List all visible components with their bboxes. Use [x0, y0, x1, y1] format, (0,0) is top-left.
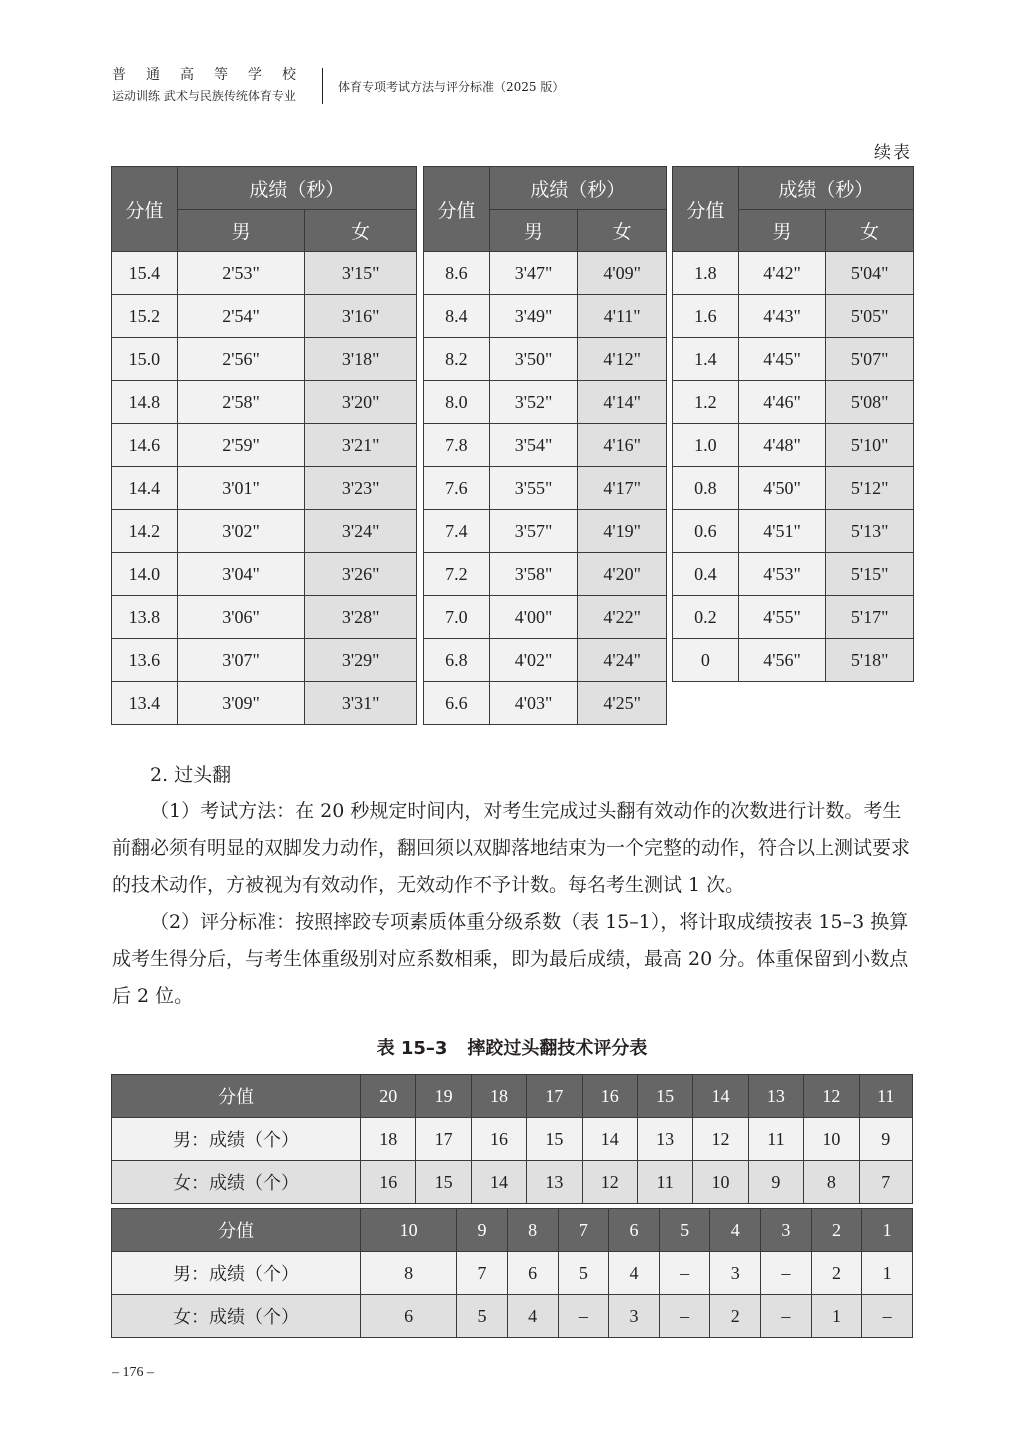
col-male-header: 男 — [489, 210, 578, 252]
count-value-cell: 10 — [804, 1118, 859, 1161]
score-value-cell: 8 — [507, 1209, 558, 1252]
table-row — [673, 639, 914, 682]
somersault-score-table-2 — [111, 1208, 913, 1338]
count-value-cell: – — [659, 1252, 710, 1295]
page-number: – 176 – — [112, 1365, 154, 1380]
female-time-cell: 5'07" — [826, 338, 914, 381]
female-time-cell: 4'09" — [578, 252, 667, 295]
male-time-cell: 3'09" — [177, 682, 305, 725]
male-time-cell: 4'03" — [489, 682, 578, 725]
paragraph-scoring-standard: （2）评分标准：按照摔跤专项素质体重分级系数（表 15–1），将计取成绩按表 15–3 换算成考生得分后，与考生体重级别对应系数相乘，即为最后成绩，最高 20 分。体重保留到小数点后 2 位。 — [112, 911, 909, 1007]
count-value-cell: 5 — [558, 1252, 609, 1295]
table-row — [424, 553, 667, 596]
male-time-cell: 4'50" — [738, 467, 826, 510]
score-cell: 13.4 — [112, 682, 178, 725]
count-value-cell: 12 — [693, 1118, 748, 1161]
score-value-cell: 20 — [361, 1075, 416, 1118]
score-value-cell: 14 — [693, 1075, 748, 1118]
count-value-cell: 15 — [416, 1161, 471, 1204]
table-row — [112, 510, 417, 553]
female-time-cell: 4'14" — [578, 381, 667, 424]
score-table-3 — [672, 166, 914, 682]
female-time-cell: 5'04" — [826, 252, 914, 295]
score-value-cell: 12 — [804, 1075, 859, 1118]
female-time-cell: 4'11" — [578, 295, 667, 338]
male-time-cell: 3'54" — [489, 424, 578, 467]
count-value-cell: 2 — [811, 1252, 862, 1295]
table-row — [112, 596, 417, 639]
female-time-cell: 5'10" — [826, 424, 914, 467]
female-time-cell: 4'17" — [578, 467, 667, 510]
score-value-cell: 6 — [609, 1209, 660, 1252]
male-time-cell: 3'57" — [489, 510, 578, 553]
header-divider — [322, 68, 323, 104]
table-row — [424, 295, 667, 338]
female-time-cell: 4'22" — [578, 596, 667, 639]
score-cell: 7.2 — [424, 553, 490, 596]
female-time-cell: 3'24" — [305, 510, 417, 553]
count-value-cell: 13 — [637, 1118, 692, 1161]
table-caption — [0, 1034, 1024, 1060]
score-cell: 0.8 — [673, 467, 739, 510]
table-row — [424, 252, 667, 295]
female-time-cell: 3'29" — [305, 639, 417, 682]
female-time-cell: 3'28" — [305, 596, 417, 639]
male-time-cell: 3'06" — [177, 596, 305, 639]
count-value-cell: 14 — [471, 1161, 526, 1204]
score-cell: 14.2 — [112, 510, 178, 553]
male-time-cell: 4'51" — [738, 510, 826, 553]
table-row — [112, 553, 417, 596]
male-time-cell: 2'56" — [177, 338, 305, 381]
female-time-cell: 3'20" — [305, 381, 417, 424]
male-time-cell: 4'45" — [738, 338, 826, 381]
score-table-1 — [111, 166, 417, 725]
table-row — [112, 338, 417, 381]
score-value-cell: 3 — [761, 1209, 812, 1252]
table-row — [424, 338, 667, 381]
count-value-cell: – — [761, 1252, 812, 1295]
table-row — [112, 381, 417, 424]
row-label: 女：成绩（个） — [112, 1295, 361, 1338]
count-value-cell: 8 — [804, 1161, 859, 1204]
score-row — [112, 1209, 913, 1252]
female-time-cell: 3'21" — [305, 424, 417, 467]
score-cell: 7.8 — [424, 424, 490, 467]
score-cell: 13.8 — [112, 596, 178, 639]
score-cell: 6.8 — [424, 639, 490, 682]
count-value-cell: – — [558, 1295, 609, 1338]
table-row — [112, 639, 417, 682]
count-value-cell: 7 — [457, 1252, 508, 1295]
count-value-cell: 3 — [710, 1252, 761, 1295]
header-title: 体育专项考试方法与评分标准（2025 版） — [338, 80, 565, 94]
score-cell: 15.0 — [112, 338, 178, 381]
score-cell: 14.0 — [112, 553, 178, 596]
table-row — [424, 381, 667, 424]
male-time-cell: 3'58" — [489, 553, 578, 596]
col-score-header: 分值 — [424, 167, 490, 252]
female-time-cell: 4'25" — [578, 682, 667, 725]
score-value-cell: 18 — [471, 1075, 526, 1118]
count-value-cell: 9 — [859, 1118, 912, 1161]
male-time-cell: 2'59" — [177, 424, 305, 467]
score-cell: 8.2 — [424, 338, 490, 381]
table-row — [673, 295, 914, 338]
table-row — [673, 553, 914, 596]
table-row — [673, 252, 914, 295]
female-time-cell: 5'18" — [826, 639, 914, 682]
score-value-cell: 9 — [457, 1209, 508, 1252]
score-cell: 8.0 — [424, 381, 490, 424]
table-row — [424, 424, 667, 467]
female-row — [112, 1295, 913, 1338]
count-value-cell: – — [659, 1295, 710, 1338]
score-value-cell: 16 — [582, 1075, 637, 1118]
score-value-cell: 7 — [558, 1209, 609, 1252]
female-time-cell: 3'15" — [305, 252, 417, 295]
table-row — [112, 295, 417, 338]
score-cell: 13.6 — [112, 639, 178, 682]
score-cell: 7.0 — [424, 596, 490, 639]
male-time-cell: 2'53" — [177, 252, 305, 295]
male-time-cell: 4'56" — [738, 639, 826, 682]
table-number: 表 15–3 — [376, 1038, 448, 1059]
male-time-cell: 4'46" — [738, 381, 826, 424]
count-value-cell: 1 — [811, 1295, 862, 1338]
male-time-cell: 3'02" — [177, 510, 305, 553]
female-time-cell: 4'24" — [578, 639, 667, 682]
score-value-cell: 17 — [527, 1075, 582, 1118]
count-value-cell: 8 — [361, 1252, 457, 1295]
table-row — [424, 596, 667, 639]
female-time-cell: 5'15" — [826, 553, 914, 596]
col-result-header: 成绩（秒） — [177, 167, 416, 210]
count-value-cell: 4 — [507, 1295, 558, 1338]
score-cell: 15.4 — [112, 252, 178, 295]
score-value-cell: 11 — [859, 1075, 912, 1118]
male-time-cell: 3'07" — [177, 639, 305, 682]
score-cell: 0.6 — [673, 510, 739, 553]
count-value-cell: 18 — [361, 1118, 416, 1161]
male-time-cell: 4'00" — [489, 596, 578, 639]
somersault-score-table-1 — [111, 1074, 913, 1204]
col-female-header: 女 — [305, 210, 417, 252]
col-result-header: 成绩（秒） — [738, 167, 913, 210]
count-value-cell: – — [761, 1295, 812, 1338]
count-value-cell: 12 — [582, 1161, 637, 1204]
col-female-header: 女 — [826, 210, 914, 252]
male-time-cell: 3'49" — [489, 295, 578, 338]
count-value-cell: 11 — [637, 1161, 692, 1204]
female-time-cell: 3'23" — [305, 467, 417, 510]
count-value-cell: 7 — [859, 1161, 912, 1204]
table-row — [112, 467, 417, 510]
score-cell: 1.4 — [673, 338, 739, 381]
score-cell: 8.4 — [424, 295, 490, 338]
header-school: 普通高等学校 — [112, 67, 316, 83]
male-time-cell: 3'55" — [489, 467, 578, 510]
table-row — [424, 639, 667, 682]
count-value-cell: 10 — [693, 1161, 748, 1204]
count-value-cell: 4 — [609, 1252, 660, 1295]
score-cell: 1.0 — [673, 424, 739, 467]
male-time-cell: 4'02" — [489, 639, 578, 682]
score-value-cell: 19 — [416, 1075, 471, 1118]
male-time-cell: 4'53" — [738, 553, 826, 596]
count-value-cell: 13 — [527, 1161, 582, 1204]
score-row — [112, 1075, 913, 1118]
table-row — [424, 682, 667, 725]
count-value-cell: – — [862, 1295, 913, 1338]
count-value-cell: 11 — [748, 1118, 803, 1161]
count-value-cell: 6 — [507, 1252, 558, 1295]
table-row — [424, 510, 667, 553]
score-value-cell: 15 — [637, 1075, 692, 1118]
table-row — [112, 682, 417, 725]
score-cell: 0.2 — [673, 596, 739, 639]
female-time-cell: 4'16" — [578, 424, 667, 467]
female-time-cell: 5'05" — [826, 295, 914, 338]
male-time-cell: 3'52" — [489, 381, 578, 424]
table-row — [673, 338, 914, 381]
score-cell: 6.6 — [424, 682, 490, 725]
row-label: 男：成绩（个） — [112, 1118, 361, 1161]
score-cell: 8.6 — [424, 252, 490, 295]
col-score-header: 分值 — [112, 167, 178, 252]
col-male-header: 男 — [738, 210, 826, 252]
score-value-cell: 13 — [748, 1075, 803, 1118]
male-time-cell: 3'01" — [177, 467, 305, 510]
female-row — [112, 1161, 913, 1204]
male-time-cell: 4'48" — [738, 424, 826, 467]
male-row — [112, 1252, 913, 1295]
count-value-cell: 17 — [416, 1118, 471, 1161]
score-cell: 0.4 — [673, 553, 739, 596]
female-time-cell: 3'18" — [305, 338, 417, 381]
count-value-cell: 15 — [527, 1118, 582, 1161]
table-row — [673, 381, 914, 424]
female-time-cell: 5'13" — [826, 510, 914, 553]
continued-label: 续表 — [874, 143, 912, 163]
score-cell: 15.2 — [112, 295, 178, 338]
female-time-cell: 5'17" — [826, 596, 914, 639]
count-value-cell: 6 — [361, 1295, 457, 1338]
male-time-cell: 4'55" — [738, 596, 826, 639]
count-value-cell: 14 — [582, 1118, 637, 1161]
table-row — [673, 424, 914, 467]
col-male-header: 男 — [177, 210, 305, 252]
female-time-cell: 3'26" — [305, 553, 417, 596]
header-major: 运动训练 武术与民族传统体育专业 — [112, 89, 296, 103]
col-score-header: 分值 — [673, 167, 739, 252]
count-value-cell: 16 — [361, 1161, 416, 1204]
score-cell: 14.6 — [112, 424, 178, 467]
score-cell: 7.6 — [424, 467, 490, 510]
score-cell: 1.2 — [673, 381, 739, 424]
female-time-cell: 4'20" — [578, 553, 667, 596]
table-row — [112, 424, 417, 467]
female-time-cell: 5'12" — [826, 467, 914, 510]
table-row — [424, 467, 667, 510]
score-cell: 14.8 — [112, 381, 178, 424]
score-cell: 1.8 — [673, 252, 739, 295]
female-time-cell: 4'19" — [578, 510, 667, 553]
male-row — [112, 1118, 913, 1161]
count-value-cell: 5 — [457, 1295, 508, 1338]
score-value-cell: 1 — [862, 1209, 913, 1252]
table-title: 摔跤过头翻技术评分表 — [467, 1038, 648, 1059]
male-time-cell: 4'42" — [738, 252, 826, 295]
male-time-cell: 3'47" — [489, 252, 578, 295]
count-value-cell: 16 — [471, 1118, 526, 1161]
section-heading: 2. 过头翻 — [150, 764, 232, 786]
row-label: 男：成绩（个） — [112, 1252, 361, 1295]
col-result-header: 成绩（秒） — [489, 167, 666, 210]
female-time-cell: 4'12" — [578, 338, 667, 381]
count-value-cell: 2 — [710, 1295, 761, 1338]
row-label: 分值 — [112, 1075, 361, 1118]
female-time-cell: 5'08" — [826, 381, 914, 424]
table-row — [673, 596, 914, 639]
female-time-cell: 3'31" — [305, 682, 417, 725]
table-row — [112, 252, 417, 295]
count-value-cell: 9 — [748, 1161, 803, 1204]
score-value-cell: 4 — [710, 1209, 761, 1252]
row-label: 女：成绩（个） — [112, 1161, 361, 1204]
count-value-cell: 3 — [609, 1295, 660, 1338]
score-cell: 0 — [673, 639, 739, 682]
score-value-cell: 10 — [361, 1209, 457, 1252]
male-time-cell: 4'43" — [738, 295, 826, 338]
score-cell: 7.4 — [424, 510, 490, 553]
score-table-2 — [423, 166, 667, 725]
male-time-cell: 3'50" — [489, 338, 578, 381]
count-value-cell: 1 — [862, 1252, 913, 1295]
score-value-cell: 5 — [659, 1209, 710, 1252]
col-female-header: 女 — [578, 210, 667, 252]
male-time-cell: 3'04" — [177, 553, 305, 596]
score-cell: 14.4 — [112, 467, 178, 510]
score-value-cell: 2 — [811, 1209, 862, 1252]
score-cell: 1.6 — [673, 295, 739, 338]
table-row — [673, 510, 914, 553]
male-time-cell: 2'58" — [177, 381, 305, 424]
row-label: 分值 — [112, 1209, 361, 1252]
male-time-cell: 2'54" — [177, 295, 305, 338]
header-left — [112, 66, 316, 106]
paragraph-test-method: （1）考试方法：在 20 秒规定时间内，对考生完成过头翻有效动作的次数进行计数。考生前翻必须有明显的双脚发力动作，翻回须以双脚落地结束为一个完整的动作，符合以上测试要求的技术动作，方被视为有效动作，无效动作不予计数。每名考生测试 1 次。 — [112, 800, 911, 896]
female-time-cell: 3'16" — [305, 295, 417, 338]
table-row — [673, 467, 914, 510]
